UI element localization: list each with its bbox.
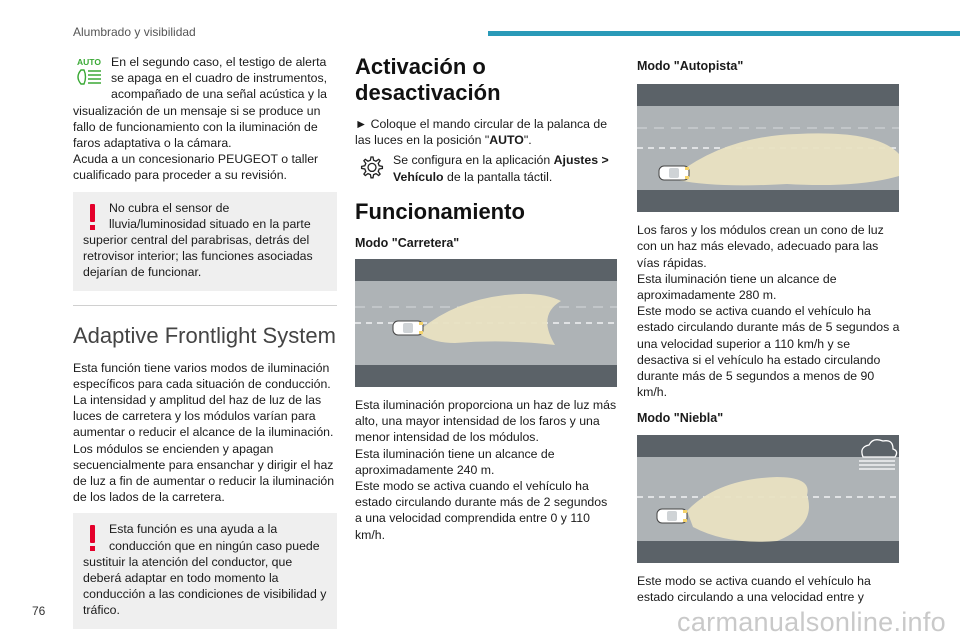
mode-road-text-1: Esta iluminación proporciona un haz de luz más alto, una mayor intensidad de los faros y una menor intensidad de los módulos. — [355, 398, 617, 445]
car-icon — [393, 321, 423, 335]
car-icon — [659, 166, 689, 180]
column-middle — [355, 54, 617, 543]
fog-mode-illustration — [637, 435, 899, 563]
mode-motorway-text-3: Este modo se activa cuando el vehículo ha estado circulando durante más de 5 segundos a una velocidad superior a 110 km/h y se desactiva si el vehículo ha estado circulando durante más de 5 segundos a menos de 90 km/h. — [637, 304, 900, 400]
warning-box-driving — [73, 513, 337, 628]
warning-box-sensor — [73, 192, 337, 291]
header-accent-bar — [488, 31, 960, 36]
mode-fog-heading: Modo "Niebla" — [637, 411, 724, 426]
exclamation-icon — [83, 202, 103, 232]
header-section-title: Alumbrado y visibilidad — [73, 25, 196, 39]
activation-heading: Activación o desactivación — [355, 54, 501, 105]
section-divider — [73, 305, 337, 306]
config-app-vehiculo: Vehículo — [393, 169, 444, 184]
afs-text-1: Esta función tiene varios modos de iluminación específicos para cada situación de conducción. — [73, 360, 331, 391]
svg-text:AUTO: AUTO — [77, 57, 101, 67]
afs-text-3: Los módulos se encienden y apagan secuencialmente para ensanchar y dirigir el haz de luz a fin de aumentar o reducir la iluminación de los lados de la carretera. — [73, 441, 335, 505]
function-heading: Funcionamiento — [355, 198, 525, 224]
mode-road-heading: Modo "Carretera" — [355, 235, 460, 250]
mode-motorway-text-1: Los faros y los módulos crean un cono de luz con un haz más elevado, adecuado para las vías rápidas. — [637, 223, 884, 270]
warning-sensor-text: No cubra el sensor de lluvia/luminosidad situado en la parte superior central del parabrisas, detrás del retrovisor interior; las funciones asociadas dejarían de funcionar. — [83, 200, 313, 280]
warning-driving-text: Esta función es una ayuda a la conducción que en ningún caso puede sustituir la atención del conductor, que deberá adaptar en todo momento la conducción a las condiciones de visibilidad y tráfico. — [83, 522, 327, 618]
config-text — [355, 152, 617, 184]
activation-step-text: ► Coloque el mando circular de la palanca de las luces en la posición " — [355, 117, 608, 148]
activation-step-auto: AUTO — [489, 133, 524, 148]
activation-step-end: ". — [523, 133, 532, 148]
exclamation-icon — [83, 523, 103, 553]
column-left — [73, 54, 337, 629]
dealer-text: Acuda a un concesionario PEUGEOT o taller cualificado para proceder a su revisión. — [73, 152, 319, 183]
gear-icon — [355, 152, 387, 184]
config-text-start: Se configura en la aplicación — [393, 153, 554, 168]
motorway-mode-illustration — [637, 84, 899, 212]
mode-fog-text-1: Este modo se activa cuando el vehículo ha estado circulando a una velocidad entre y — [637, 573, 871, 604]
intro-block — [73, 54, 337, 184]
road-mode-illustration — [355, 259, 617, 387]
mode-road-text-2: Esta iluminación tiene un alcance de aproximadamente 240 m. — [355, 446, 555, 477]
watermark: carmanualsonline.info — [677, 607, 946, 637]
mode-road-text-3: Este modo se activa cuando el vehículo ha estado circulando durante más de 2 segundos a una velocidad comprendida entre 0 y 110 km/h. — [355, 479, 608, 542]
column-right — [637, 54, 900, 605]
config-text-end: de la pantalla táctil. — [443, 169, 553, 184]
page-number: 76 — [32, 604, 46, 618]
afs-heading: Adaptive Frontlight System — [73, 322, 336, 348]
car-icon — [657, 509, 687, 523]
mode-motorway-heading: Modo "Autopista" — [637, 59, 744, 73]
config-app-ajustes: Ajustes > — [553, 153, 609, 168]
afs-text-2: La intensidad y amplitud del haz de luz de las luces de carretera y los módulos varían para aumentar o reducir el alcance de la iluminación. — [73, 393, 334, 440]
intro-text: En el segundo caso, el testigo de alerta se apaga en el cuadro de instrumentos, acompañado de una señal acústica y la visualización de un mensaje si se produce un fallo de funcionamiento con la iluminación de faros adaptativa o la cámara. — [73, 55, 328, 151]
config-note — [355, 152, 617, 184]
activation-step — [355, 116, 617, 148]
mode-motorway-text-2: Esta iluminación tiene un alcance de aproximadamente 280 m. — [637, 271, 837, 303]
auto-headlamp-icon — [73, 56, 105, 90]
